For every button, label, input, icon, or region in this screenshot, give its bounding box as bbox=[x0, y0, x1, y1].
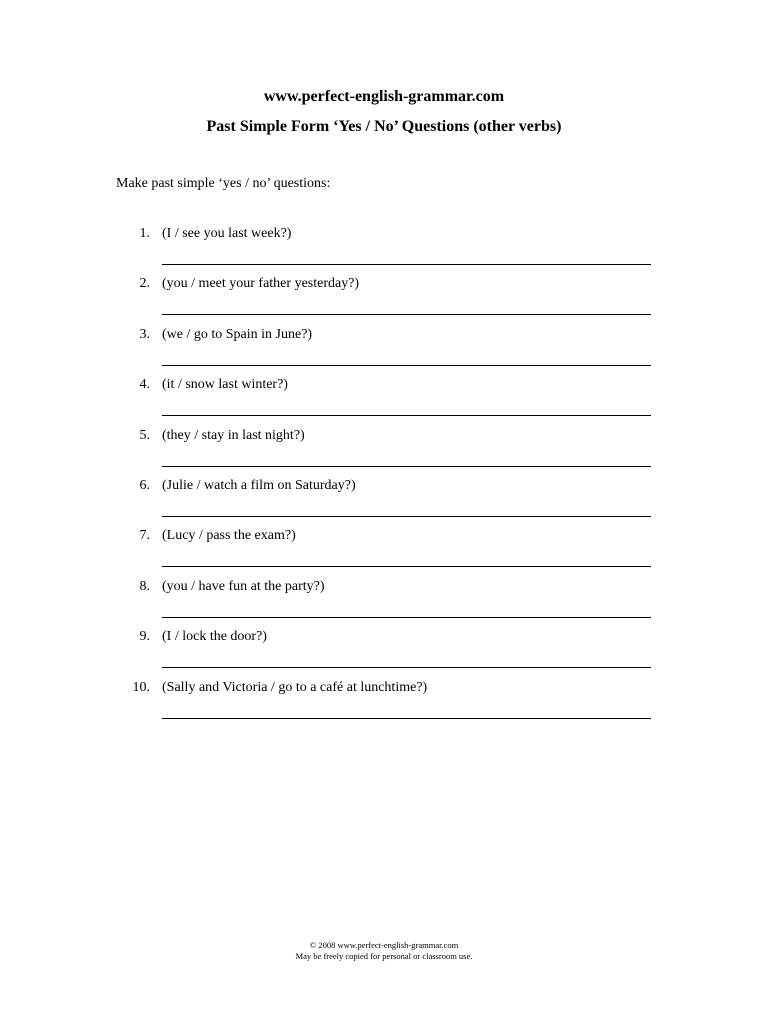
question-item bbox=[116, 579, 656, 629]
question-number: 9. bbox=[139, 629, 150, 645]
question-prompt: (you / have fun at the party?) bbox=[162, 578, 325, 594]
question-number: 3. bbox=[139, 326, 150, 342]
question-item bbox=[116, 528, 656, 578]
question-number: 1. bbox=[139, 226, 150, 241]
question-item bbox=[116, 377, 656, 427]
question-number: 2. bbox=[139, 276, 150, 292]
question-prompt: (Lucy / pass the exam?) bbox=[162, 528, 296, 544]
answer-line[interactable] bbox=[162, 365, 651, 366]
question-prompt: (Julie / watch a film on Saturday?) bbox=[162, 477, 356, 493]
question-number: 4. bbox=[139, 377, 150, 393]
question-item bbox=[116, 428, 656, 478]
question-item bbox=[116, 629, 656, 679]
site-url: www.perfect-english-grammar.com bbox=[263, 88, 505, 105]
answer-line[interactable] bbox=[162, 314, 651, 315]
question-number: 6. bbox=[139, 477, 150, 493]
question-item bbox=[116, 680, 656, 730]
instruction-text: Make past simple ‘yes / no’ questions: bbox=[116, 176, 331, 191]
question-item bbox=[116, 478, 656, 528]
footer bbox=[0, 940, 768, 962]
answer-line[interactable] bbox=[162, 617, 651, 618]
answer-line[interactable] bbox=[162, 415, 651, 416]
question-item bbox=[116, 226, 656, 276]
question-prompt: (we / go to Spain in June?) bbox=[162, 326, 313, 342]
page-title: Past Simple Form ‘Yes / No’ Questions (other verbs) bbox=[206, 118, 562, 135]
question-prompt: (I / see you last week?) bbox=[162, 226, 292, 241]
answer-line[interactable] bbox=[162, 718, 651, 719]
question-prompt: (they / stay in last night?) bbox=[162, 427, 305, 443]
answer-line[interactable] bbox=[162, 264, 651, 265]
question-item bbox=[116, 327, 656, 377]
question-number: 10. bbox=[132, 679, 150, 695]
question-prompt: (you / meet your father yesterday?) bbox=[162, 276, 360, 292]
question-number: 7. bbox=[139, 528, 150, 544]
question-item bbox=[116, 276, 656, 326]
question-number: 8. bbox=[139, 578, 150, 594]
answer-line[interactable] bbox=[162, 516, 651, 517]
question-prompt: (it / snow last winter?) bbox=[162, 377, 288, 393]
footer-license: May be freely copied for personal or classroom use. bbox=[295, 951, 473, 961]
answer-line[interactable] bbox=[162, 466, 651, 467]
answer-line[interactable] bbox=[162, 566, 651, 567]
footer-copyright: © 2008 www.perfect-english-grammar.com bbox=[309, 940, 459, 950]
question-prompt: (I / lock the door?) bbox=[162, 629, 267, 645]
question-list bbox=[116, 226, 656, 730]
answer-line[interactable] bbox=[162, 667, 651, 668]
question-number: 5. bbox=[139, 427, 150, 443]
question-prompt: (Sally and Victoria / go to a café at lunchtime?) bbox=[162, 679, 428, 695]
